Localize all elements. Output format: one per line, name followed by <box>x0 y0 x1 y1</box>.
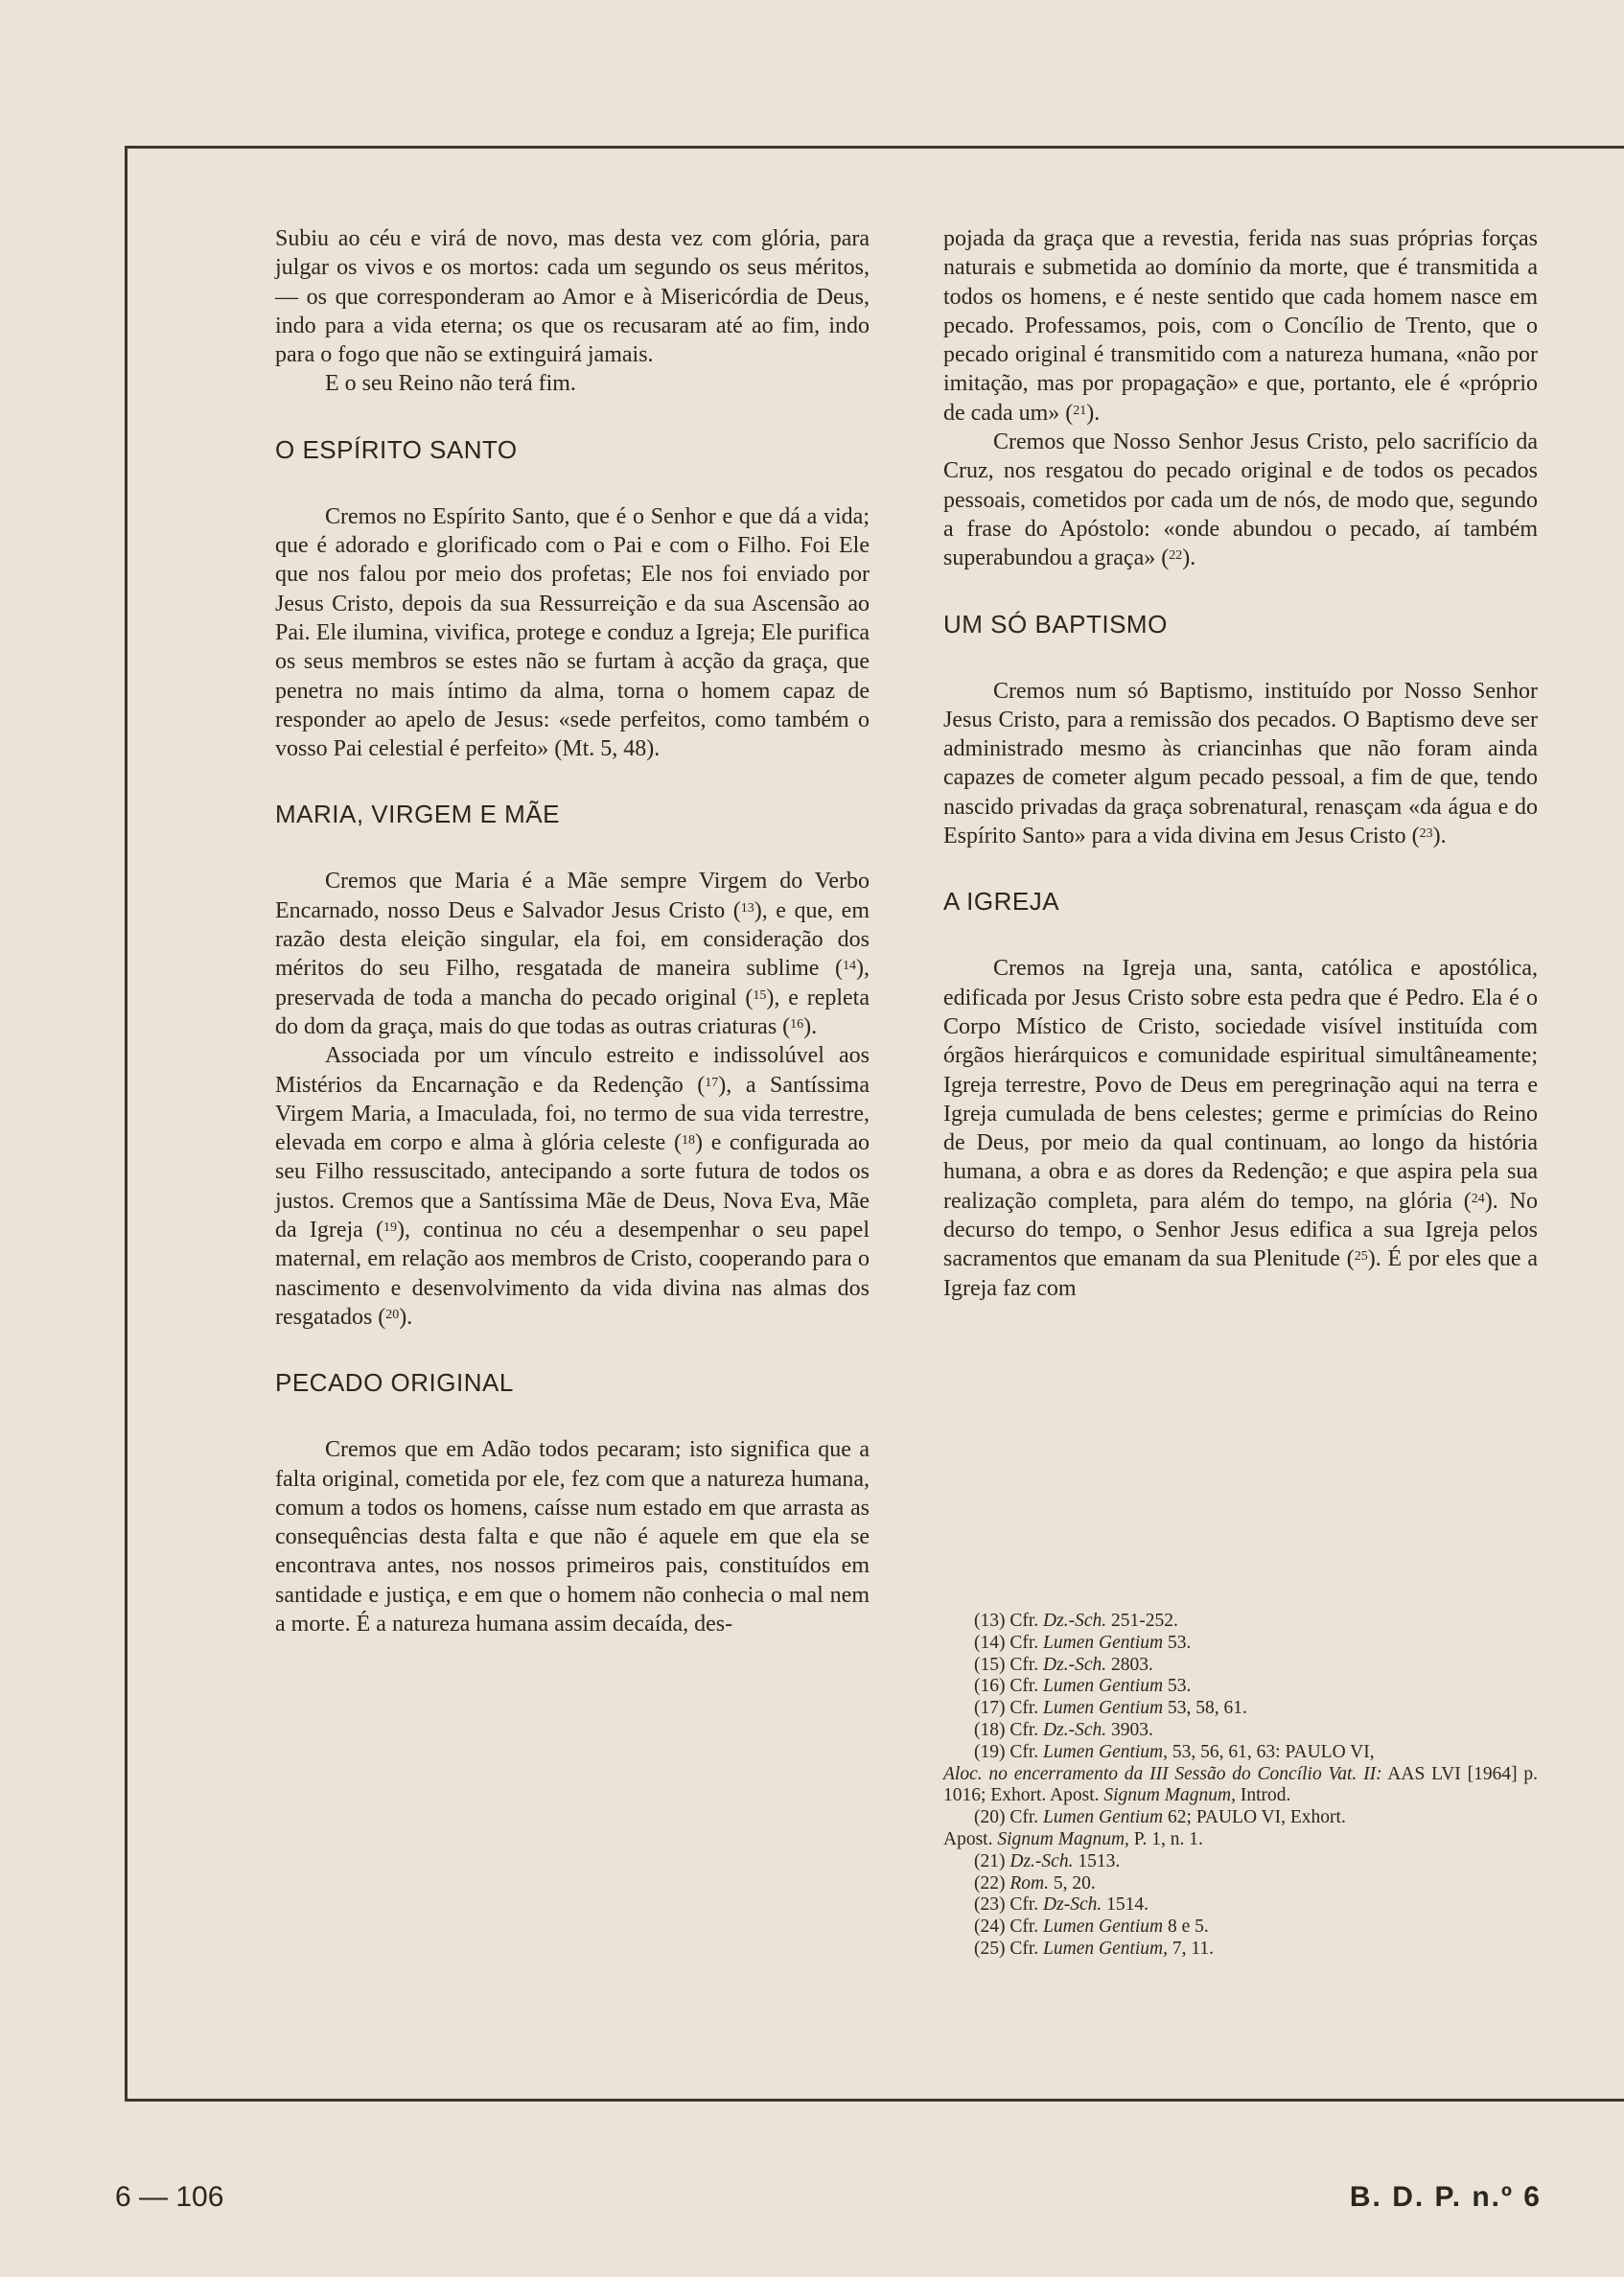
footnote-ref: 15 <box>753 987 767 1003</box>
paragraph: Cremos num só Baptismo, instituído por Nosso Senhor Jesus Cristo, para a remissão dos pecados. O Baptismo deve ser administrado mesmo às criancinhas que não foram ainda capazes de cometer algum pecado pessoal, a fim de que, tendo nascido privadas da graça sobrenatural, renasçam «da água e do Espírito Santo» para a vida divina em Jesus Cristo ($^{23}$). <box>943 678 1538 849</box>
footnote-ref: 13 <box>740 900 754 916</box>
footnote: (20) Cfr. Lumen Gentium 62; PAULO VI, Exhort. Apost. Signum Magnum, P. 1, n. 1. <box>943 1807 1346 1849</box>
section-heading-igreja: A IGREJA <box>943 887 1060 917</box>
footnote: (15) Cfr. Dz.-Sch. 2803. <box>974 1654 1153 1675</box>
footnote: (21) Dz.-Sch. 1513. <box>974 1850 1121 1871</box>
section-heading-espirito-santo: O ESPÍRITO SANTO <box>275 434 518 464</box>
paragraph: E o seu Reino não terá fim. <box>325 371 576 397</box>
footnote-ref: 17 <box>705 1075 719 1090</box>
paragraph: Cremos que Maria é a Mãe sempre Virgem do Verbo Encarnado, nosso Deus e Salvador Jesus Cristo ($^{13}$), e que, em razão desta eleição singular, ela foi, em consideração dos méritos do seu Filho, resgatada de maneira sublime ($^{14}$), preservada de toda a mancha do pecado original ($^{15}$), e repleta do dom da graça, mais do que todas as outras criaturas ($^{16}$). <box>275 869 870 1039</box>
footnote: (19) Cfr. Lumen Gentium, 53, 56, 61, 63: PAULO VI, Aloc. no encerramento da III Sessão do Concílio Vat. II: AAS LVI [1964] p. 1016; Exhort. Apost. Signum Magnum, Introd. <box>943 1741 1538 1806</box>
section-heading-maria: MARIA, VIRGEM E MÃE <box>275 800 560 829</box>
paragraph: Cremos que Nosso Senhor Jesus Cristo, pelo sacrifício da Cruz, nos resgatou do pecado original e de todos os pecados pessoais, cometidos por cada um de nós, de modo que, segundo a frase do Apóstolo: «onde abundou o pecado, aí também superabundou a graça» ($^{22}$). <box>943 430 1538 571</box>
footnote-ref: 16 <box>790 1016 804 1032</box>
paragraph: Subiu ao céu e virá de novo, mas desta vez com glória, para julgar os vivos e os mortos: cada um segundo os seus méritos, — os que corresponderam ao Amor e à Misericórdia de Deus, indo para a vida eterna; os que os recusaram até ao fim, indo para o fogo que não se extinguirá jamais. <box>275 226 870 368</box>
paragraph: Cremos no Espírito Santo, que é o Senhor e que dá a vida; que é adorado e glorificado com o Pai e com o Filho. Foi Ele que nos falou por meio dos profetas; Ele nos foi enviado por Jesus Cristo, depois da sua Ressurreição e da sua Ascensão ao Pai. Ele ilumina, vivifica, protege e conduz a Igreja; Ele purifica os seus membros se estes não se furtam à acção da graça, que penetra no mais íntimo da alma, torna o homem capaz de responder ao apelo de Jesus: «sede perfeitos, como também o vosso Pai celestial é perfeito» (Mt. 5, 48). <box>275 503 870 762</box>
footnote-ref: 21 <box>1073 403 1087 418</box>
journal-reference: B. D. P. n.º 6 <box>1349 2181 1542 2213</box>
footnote-ref: 20 <box>385 1307 400 1322</box>
footnote: (16) Cfr. Lumen Gentium 53. <box>974 1676 1192 1697</box>
footnote: (24) Cfr. Lumen Gentium 8 e 5. <box>974 1917 1209 1938</box>
paragraph: pojada da graça que a revestia, ferida nas suas próprias forças naturais e submetida ao domínio da morte, que é transmitida a todos os homens, e é neste sentido que cada homem nasce em pecado. Professamos, pois, com o Concílio de Trento, que o pecado original é transmitido com a natureza humana, «não por imitação, mas por propagação» e que, portanto, ele é «próprio de cada um» ($^{21}$). <box>943 226 1538 426</box>
footnote-ref: 18 <box>682 1133 696 1149</box>
section-heading-pecado-original: PECADO ORIGINAL <box>275 1368 514 1398</box>
footnote: (18) Cfr. Dz.-Sch. 3903. <box>974 1719 1153 1740</box>
footnote-ref: 19 <box>383 1220 398 1236</box>
footnote: (14) Cfr. Lumen Gentium 53. <box>974 1632 1192 1653</box>
right-column <box>943 224 1538 1303</box>
paragraph: Associada por um vínculo estreito e indissolúvel aos Mistérios da Encarnação e da Redenção ($^{17}$), a Santíssima Virgem Maria, a Imaculada, foi, no termo de sua vida terrestre, elevada em corpo e alma à glória celeste ($^{18}$) e configurada ao seu Filho ressuscitado, antecipando a sorte futura de todos os justos. Cremos que a Santíssima Mãe de Deus, Nova Eva, Mãe da Igreja ($^{19}$), continua no céu a desempenhar o seu papel maternal, em relação aos membros de Cristo, cooperando para o nascimento e desenvolvimento da vida divina nas almas dos resgatados ($^{20}$). <box>275 1043 870 1330</box>
footnote-ref: 24 <box>1471 1191 1485 1206</box>
footnote: (17) Cfr. Lumen Gentium 53, 58, 61. <box>974 1698 1247 1719</box>
footnote-ref: 14 <box>843 959 856 974</box>
footnote: (25) Cfr. Lumen Gentium, 7, 11. <box>974 1938 1215 1959</box>
footnotes <box>943 1611 1538 1961</box>
page-number: 6 — 106 <box>115 2181 224 2213</box>
footnote: (13) Cfr. Dz.-Sch. 251-252. <box>974 1611 1178 1631</box>
section-heading-baptismo: UM SÓ BAPTISMO <box>943 609 1168 639</box>
footnote-ref: 23 <box>1419 826 1433 842</box>
footnote: (23) Cfr. Dz-Sch. 1514. <box>974 1894 1148 1916</box>
paragraph: Cremos que em Adão todos pecaram; isto significa que a falta original, cometida por ele, fez com que a natureza humana, comum a todos os homens, caísse num estado em que arrasta as consequências desta falta e que não é aquele em que ela se encontrava antes, nos nossos primeiros pais, constituídos em santidade e justiça, e em que o homem não conhecia o mal nem a morte. É a natureza humana assim decaída, des- <box>275 1437 870 1637</box>
footnote-ref: 25 <box>1354 1249 1368 1265</box>
left-column <box>275 224 870 1638</box>
footnote: (22) Rom. 5, 20. <box>974 1872 1096 1894</box>
paragraph: Cremos na Igreja una, santa, católica e apostólica, edificada por Jesus Cristo sobre esta pedra que é Pedro. Ela é o Corpo Místico de Cristo, sociedade visível instituída com órgãos hierárquicos e comunidade espiritual simultâneamente; Igreja terrestre, Povo de Deus em peregrinação aqui na terra e Igreja cumulada de bens celestes; germe e primícias do Reino de Deus, por meio da qual continuam, ao longo da história humana, a obra e as dores da Redenção; e que aspira pela sua realização completa, para além do tempo, na glória ($^{24}$). No decurso do tempo, o Senhor Jesus edifica a sua Igreja pelos sacramentos que emanam da sua Plenitude ($^{25}$). É por eles que a Igreja faz com <box>943 956 1538 1301</box>
footnote-ref: 22 <box>1169 548 1183 564</box>
